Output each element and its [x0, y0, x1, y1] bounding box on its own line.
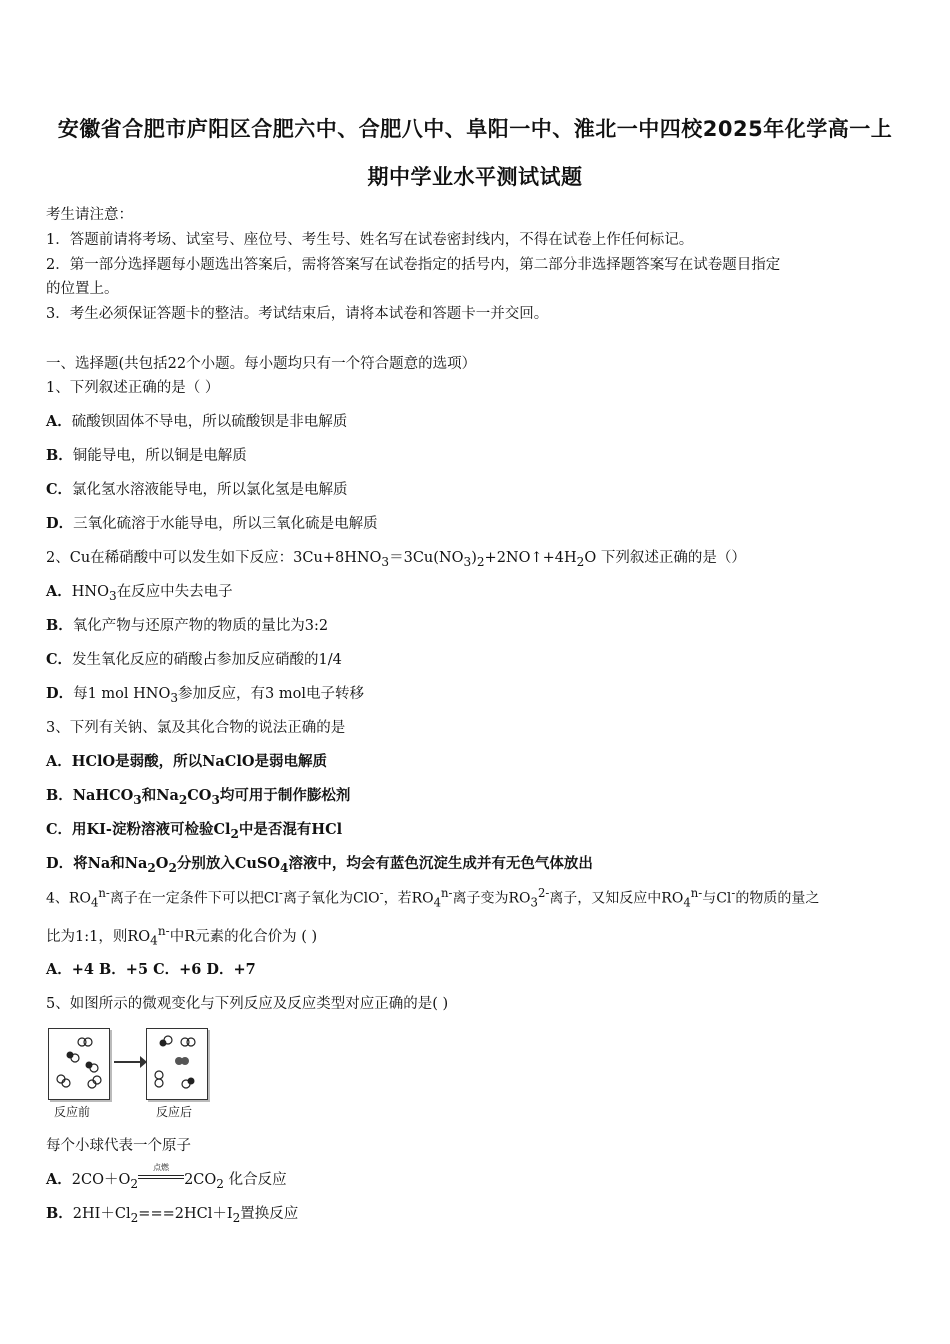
- q1-option-b: B．铜能导电，所以铜是电解质: [46, 447, 247, 464]
- notice-item-1: 1．答题前请将考场、试室号、座位号、考生号、姓名写在试卷密封线内，不得在试卷上作任何标记。: [46, 232, 694, 248]
- q2-option-b: B．氧化产物与还原产物的物质的量比为3:2: [46, 617, 329, 634]
- q2-option-c: C．发生氧化反应的硝酸占参加反应硝酸的1/4: [46, 651, 342, 668]
- q5-stem: 5、如图所示的微观变化与下列反应及反应类型对应正确的是( ): [46, 996, 449, 1012]
- q1-option-a: A．硫酸钡固体不导电，所以硫酸钡是非电解质: [46, 413, 348, 430]
- q3-option-c: C．用KI-淀粉溶液可检验$Cl_2$中是否混有HCl: [46, 821, 343, 841]
- notice-heading: 考生请注意：: [46, 207, 133, 223]
- notice-item-2: 2．第一部分选择题每小题选出答案后，需将答案写在试卷指定的括号内，第二部分非选择题答案写在试卷题目指定: [46, 257, 781, 273]
- before-molecules-icon: [49, 1029, 109, 1099]
- q4-options: A．+4 B．+5 C．+6 D．+7: [46, 961, 256, 978]
- notice-item-2-cont: 的位置上。: [46, 281, 119, 297]
- q3-stem: 3、下列有关钠、氯及其化合物的说法正确的是: [46, 720, 346, 736]
- q2-option-a: A．$HNO_3$在反应中失去电子: [46, 583, 233, 603]
- q5-option-b: B．$2HI+Cl_2===2HCl+I_2$置换反应: [46, 1205, 299, 1225]
- q3-option-b: B．NaHCO$_3$和$Na_2CO_3$均可用于制作膨松剂: [46, 787, 351, 807]
- notice-item-3: 3．考生必须保证答题卡的整洁。考试结束后，请将本试卷和答题卡一并交回。: [46, 306, 549, 322]
- section-heading: 一、选择题(共包括22个小题。每小题均只有一个符合题意的选项）: [46, 356, 477, 372]
- caption-after: 反应后: [156, 1105, 193, 1119]
- title-line-2: 期中学业水平测试试题: [367, 165, 583, 189]
- reaction-diagram: [46, 1024, 216, 1120]
- after-reaction-box: [146, 1028, 208, 1100]
- q2-option-d: D．每1 mol $HNO_3$参加反应，有3 mol电子转移: [46, 685, 364, 705]
- q3-option-a: A．HClO是弱酸，所以NaClO是弱电解质: [46, 753, 327, 770]
- caption-before: 反应前: [54, 1105, 91, 1119]
- q5-option-a: A．$2CO+O_2$ 点燃 $2CO_2$ 化合反应: [46, 1163, 287, 1191]
- q2-stem: 2、Cu在稀硝酸中可以发生如下反应：$3Cu+8HNO_3=3Cu(NO_3)_2+2NO↑+4H_2O$ 下列叙述正确的是（）: [46, 550, 746, 569]
- reaction-condition: 点燃: [138, 1168, 184, 1186]
- q3-option-d: D．将Na和$Na_2O_2$分别放入CuSO$_4$溶液中，均会有蓝色沉淀生成并有无色气体放出: [46, 855, 593, 875]
- q4-stem-line-2: 比为1:1，则$RO_4^{n-}$中R元素的化合价为 ( ): [46, 924, 318, 948]
- title-line-1: 安徽省合肥市庐阳区合肥六中、合肥八中、阜阳一中、淮北一中四校2025年化学高一上: [57, 117, 893, 141]
- q1-option-c: C．氯化氢水溶液能导电，所以氯化氢是电解质: [46, 481, 348, 498]
- q4-stem-line-1: 4、$RO_4^{n-}$离子在一定条件下可以把Cl-离子氧化为ClO-，若$RO_4^{n-}$离子变为$RO_3^{2-}$离子，又知反应中$RO_4^{n-}$与Cl-的物质的量之: [46, 886, 820, 910]
- q1-option-d: D．三氧化硫溶于水能导电，所以三氧化硫是电解质: [46, 515, 378, 532]
- after-molecules-icon: [147, 1029, 207, 1099]
- q5-note: 每个小球代表一个原子: [46, 1138, 191, 1154]
- q1-stem: 1、下列叙述正确的是（ ）: [46, 380, 220, 396]
- before-reaction-box: [48, 1028, 110, 1100]
